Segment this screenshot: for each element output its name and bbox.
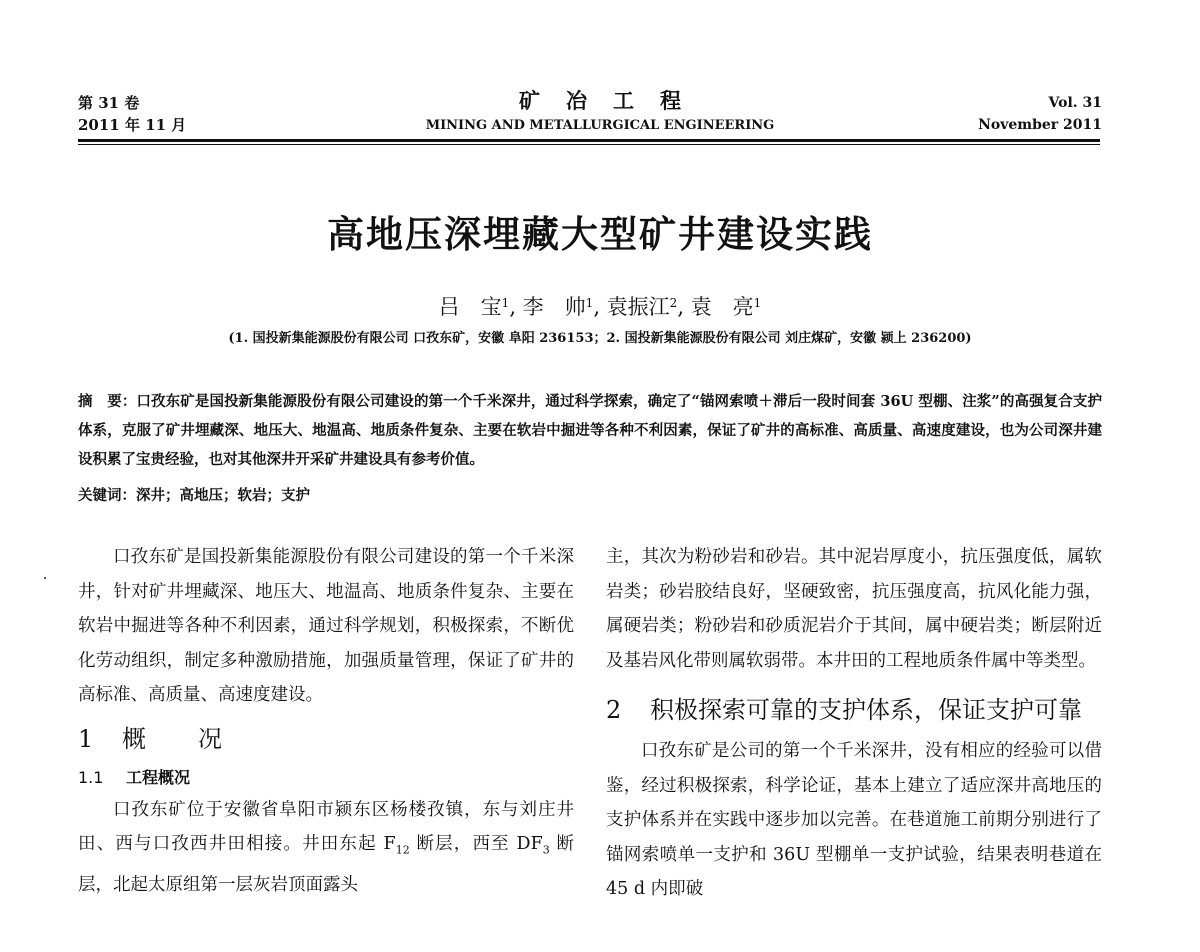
section-2-paragraph: 口孜东矿是公司的第一个千米深井，没有相应的经验可以借鉴，经过积极探索，科学论证，基本上建立了适应深井高地压的支护体系并在实践中逐步加以完善。在巷道施工前期分别进行了锚网索喷单一支护和 36U 型棚单一支护试验，结果表明巷道在 45 d 内即破: [606, 741, 1102, 899]
abstract-text: 口孜东矿是国投新集能源股份有限公司建设的第一个千米深井，通过科学探索，确定了“锚网索喷＋滞后一段时间套 36U 型棚、注浆”的高强复合支护体系，克服了矿井埋藏深、地压大、地温高、地质条件复杂、主要在软岩中掘进等各种不利因素，保证了矿井的高标准、高质量、高速度建设，也为公司深井建设积累了宝贵经验，也对其他深井开采矿井建设具有参考价值。: [78, 393, 1102, 468]
subsection-1-1-heading: [78, 763, 574, 793]
paragraph-1-1: 口孜东矿位于安徽省阜阳市颍东区杨楼孜镇，东与刘庄井田、西与口孜西井田相接。井田东起 $F_{12}$ 断层，西至 $DF_3$ 断层，北起太原组第一层灰岩顶面露头: [78, 799, 574, 895]
keywords-label: 关键词：: [78, 487, 136, 504]
author-affiliation-mark: 1: [753, 296, 762, 310]
date-cn: 2011 年 11 月: [78, 116, 187, 134]
affiliations: (1. 国投新集能源股份有限公司 口孜东矿，安徽 阜阳 236153；2. 国投新集能源股份有限公司 刘庄煤矿，安徽 颍上 236200): [228, 331, 972, 346]
fault-subscript: 3: [542, 843, 550, 857]
header-rule-thin: [78, 144, 1100, 145]
author-list: 吕 宝$^1$, 李 帅$^1$, 袁振江$^2$, 袁 亮$^1$: [438, 295, 762, 319]
author-name: 李 帅: [522, 295, 586, 319]
section-title: 积极探索可靠的支护体系，保证支护可靠: [650, 696, 1082, 724]
margin-mark: [44, 577, 46, 579]
subsection-number: 1.1: [78, 767, 104, 787]
date-en: November 2011: [978, 117, 1102, 133]
paper-title: 高地压深埋藏大型矿井建设实践: [327, 213, 873, 256]
section-number: 2: [606, 696, 622, 724]
author-name: 吕 宝: [438, 295, 502, 319]
geology-paragraph: 主，其次为粉砂岩和砂岩。其中泥岩厚度小，抗压强度低，属软岩类；砂岩胶结良好，坚硬致密，抗压强度高，抗风化能力强，属硬岩类；粉砂岩和砂质泥岩介于其间，属中硬岩类；断层附近及基岩风化带则属软弱带。本井田的工程地质条件属中等类型。: [606, 547, 1102, 671]
abstract: [78, 387, 1102, 474]
abstract-label: 摘 要：: [78, 393, 137, 410]
author-affiliation-mark: 1: [585, 296, 594, 310]
header-rule-thick: [78, 139, 1100, 142]
section-title-part: 况: [198, 724, 222, 753]
section-number: 1: [78, 724, 94, 753]
header-center: [380, 88, 820, 136]
volume-cn: 第 31 卷: [78, 94, 140, 112]
body-column-left: [78, 540, 574, 903]
keywords-text: 深井；高地压；软岩；支护: [136, 487, 310, 504]
author-affiliation-mark: 1: [501, 296, 510, 310]
journal-title-cn: 矿冶工程: [519, 88, 707, 113]
subsection-title: 工程概况: [126, 767, 191, 787]
keywords: [78, 484, 1102, 508]
section-1-heading: [78, 721, 574, 757]
author-name: 袁 亮: [690, 295, 754, 319]
fault-subscript: 12: [395, 843, 410, 857]
section-title-part: 概: [122, 724, 146, 753]
author-name: 袁振江: [606, 295, 670, 319]
author-affiliation-mark: 2: [669, 296, 678, 310]
header-right: [978, 92, 1102, 136]
body-column-right: [606, 540, 1102, 907]
volume-en: Vol. 31: [1048, 95, 1102, 111]
section-2-heading: [606, 692, 1102, 728]
header-left: [78, 92, 186, 136]
intro-paragraph: 口孜东矿是国投新集能源股份有限公司建设的第一个千米深井，针对矿井埋藏深、地压大、地温高、地质条件复杂、主要在软岩中掘进等各种不利因素，通过科学规划，积极探索，不断优化劳动组织，制定多种激励措施，加强质量管理，保证了矿井的高标准、高质量、高速度建设。: [78, 547, 574, 705]
journal-title-en: MINING AND METALLURGICAL ENGINEERING: [425, 118, 775, 133]
